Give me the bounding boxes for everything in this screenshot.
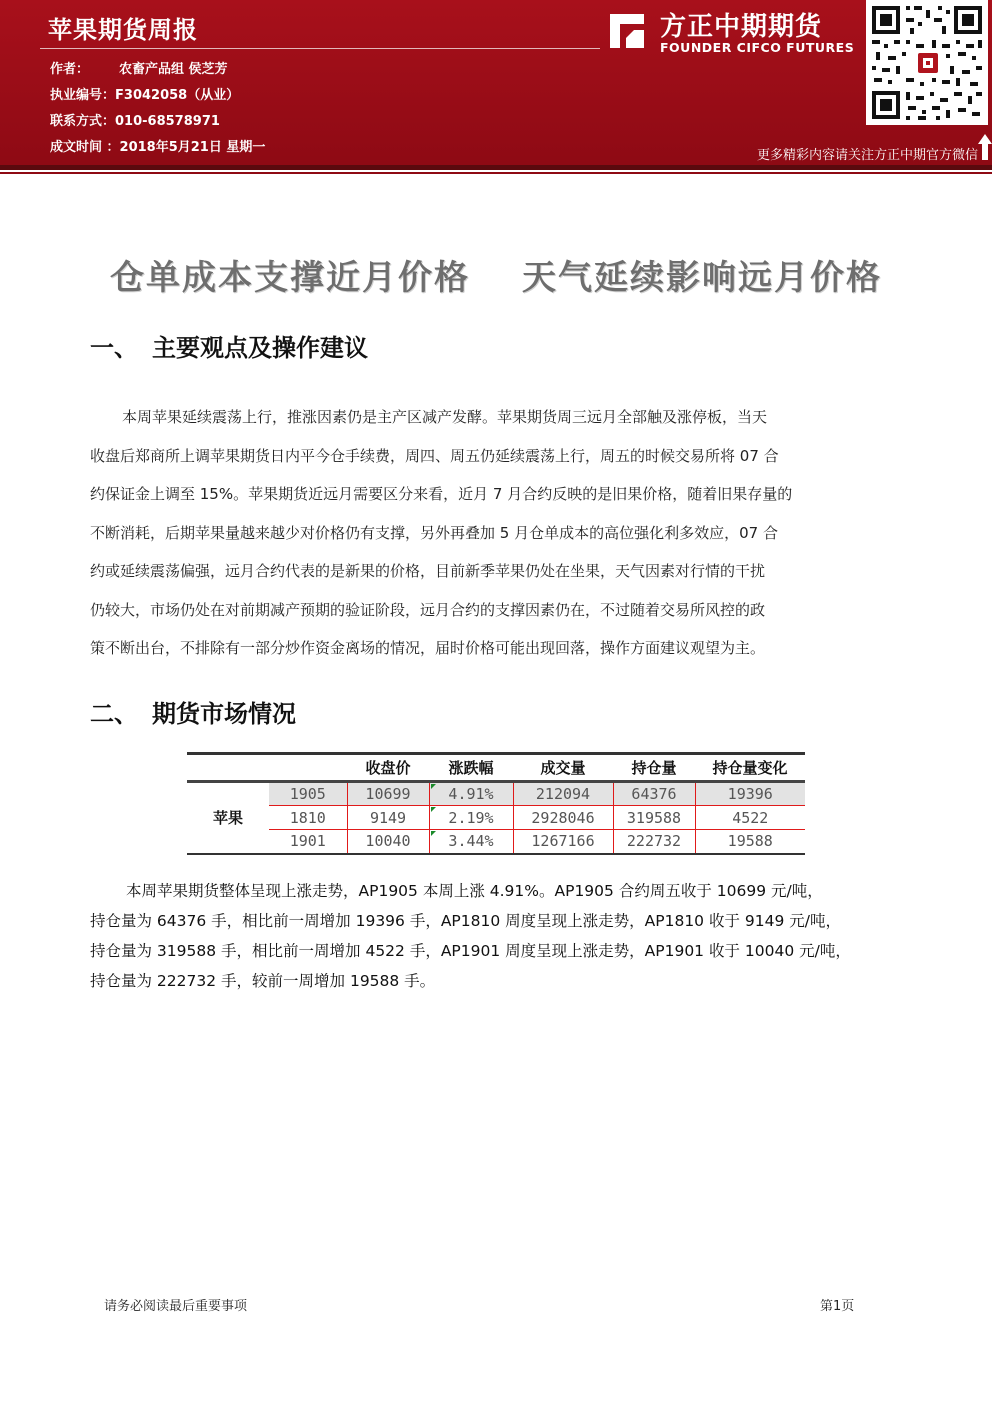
table-header-cell [187, 754, 269, 782]
paragraph-line: 策不断出台，不排除有一部分炒作资金离场的情况，届时价格可能出现回落，操作方面建议观望为主。 [90, 639, 766, 657]
paragraph-line: 持仓量为 64376 手，相比前一周增加 19396 手，AP1810 周度呈现上涨走势，AP1810 收于 9149 元/吨， [90, 912, 841, 930]
headline-right: 天气延续影响远月价格 [522, 258, 882, 298]
section-1-number: 一、 [90, 334, 138, 362]
table-cell: 319588 [613, 806, 695, 830]
paragraph-line: 持仓量为 222732 手，较前一周增加 19588 手。 [90, 972, 436, 990]
license-label: 执业编号： [50, 88, 116, 103]
table-cell: 1901 [269, 830, 347, 854]
futures-market-table [187, 752, 805, 855]
contact-line [50, 110, 220, 129]
table-header-oi-change: 持仓量变化 [695, 754, 805, 782]
wechat-qr-code [866, 0, 988, 125]
table-cell: 1905 [269, 782, 347, 806]
table-header-volume: 成交量 [513, 754, 613, 782]
paragraph-line: 本周苹果期货整体呈现上涨走势，AP1905 本周上涨 4.91%。AP1905 合约周五收于 10699 元/吨， [126, 882, 823, 900]
footer-notice: 请务必阅读最后重要事项 [104, 1299, 248, 1314]
logo-chinese-name: 方正中期期货 [660, 12, 823, 42]
market-summary-paragraph [90, 876, 910, 996]
section-2-heading [90, 694, 296, 729]
table-row-label: 苹果 [187, 782, 269, 854]
author-label: 作者： [50, 62, 90, 77]
paragraph-line: 仍较大，市场仍处在对前期减产预期的验证阶段，远月合约的支撑因素仍在，不过随着交易所风控的政 [90, 600, 766, 619]
founder-logo-icon [604, 8, 650, 54]
header-thin-divider [0, 172, 992, 174]
date-label: 成文时间 ： [50, 140, 120, 155]
paragraph-line: 约或延续震荡偏强，远月合约代表的是新果的价格，目前新季苹果仍处在坐果，天气因素对行情的干扰 [90, 562, 766, 580]
author-line [50, 58, 228, 77]
table-header-row [187, 754, 805, 782]
table-cell: 64376 [613, 782, 695, 806]
section-2-title: 期货市场情况 [152, 700, 296, 728]
date-value: 2018年5月21日 星期一 [119, 140, 266, 155]
date-line [50, 136, 265, 155]
section-1-title: 主要观点及操作建议 [152, 334, 368, 362]
table-cell: 10040 [347, 830, 429, 854]
headline [0, 250, 992, 299]
headline-left: 仓单成本支撑近月价格 [110, 258, 470, 298]
license-value: F3042058（从业） [115, 88, 240, 103]
table-row [187, 782, 805, 806]
page-number: 第1页 [820, 1299, 855, 1314]
contact-label: 联系方式： [50, 114, 116, 129]
contact-value: 010-68578971 [115, 114, 220, 129]
logo-english-name: FOUNDER CIFCO FUTURES [660, 40, 855, 55]
table-header-open-interest: 持仓量 [613, 754, 695, 782]
main-view-paragraph [90, 398, 910, 668]
table-cell: 1267166 [513, 830, 613, 854]
table-row [187, 830, 805, 854]
table-cell: 3.44% [429, 830, 513, 854]
table-cell: 9149 [347, 806, 429, 830]
section-1-heading [90, 328, 368, 363]
table-cell: 19588 [695, 830, 805, 854]
table-cell: 19396 [695, 782, 805, 806]
table-cell: 4.91% [429, 782, 513, 806]
table-row [187, 806, 805, 830]
header-divider [0, 165, 992, 170]
paragraph-line: 本周苹果延续震荡上行，推涨因素仍是主产区减产发酵。苹果期货周三远月全部触及涨停板，当天 [122, 408, 768, 426]
table-cell: 212094 [513, 782, 613, 806]
title-rule [40, 48, 600, 49]
table-cell: 4522 [695, 806, 805, 830]
up-arrow-icon [978, 134, 992, 160]
paragraph-line: 不断消耗，后期苹果量越来越少对价格仍有支撑，另外再叠加 5 月仓单成本的高位强化利多效应，07 合 [90, 523, 778, 542]
author-value: 农畜产品组 侯芝芳 [119, 62, 228, 77]
section-2-number: 二、 [90, 700, 138, 728]
table-cell: 1810 [269, 806, 347, 830]
paragraph-line: 持仓量为 319588 手，相比前一周增加 4522 手，AP1901 周度呈现上涨走势，AP1901 收于 10040 元/吨， [90, 942, 851, 960]
license-line [50, 84, 239, 103]
report-title: 苹果期货周报 [48, 16, 198, 44]
table-header-change: 涨跌幅 [429, 754, 513, 782]
table-cell: 2.19% [429, 806, 513, 830]
paragraph-line: 收盘后郑商所上调苹果期货日内平今仓手续费，周四、周五仍延续震荡上行，周五的时候交易所将 07 合 [90, 446, 779, 465]
table-header-cell [269, 754, 347, 782]
paragraph-line: 约保证金上调至 15%。苹果期货近远月需要区分来看，近月 7 月合约反映的是旧果价格，随着旧果存量的 [90, 485, 793, 503]
table-header-close: 收盘价 [347, 754, 429, 782]
table-cell: 10699 [347, 782, 429, 806]
table-cell: 222732 [613, 830, 695, 854]
table-cell: 2928046 [513, 806, 613, 830]
wechat-follow-note: 更多精彩内容请关注方正中期官方微信 [756, 148, 978, 163]
